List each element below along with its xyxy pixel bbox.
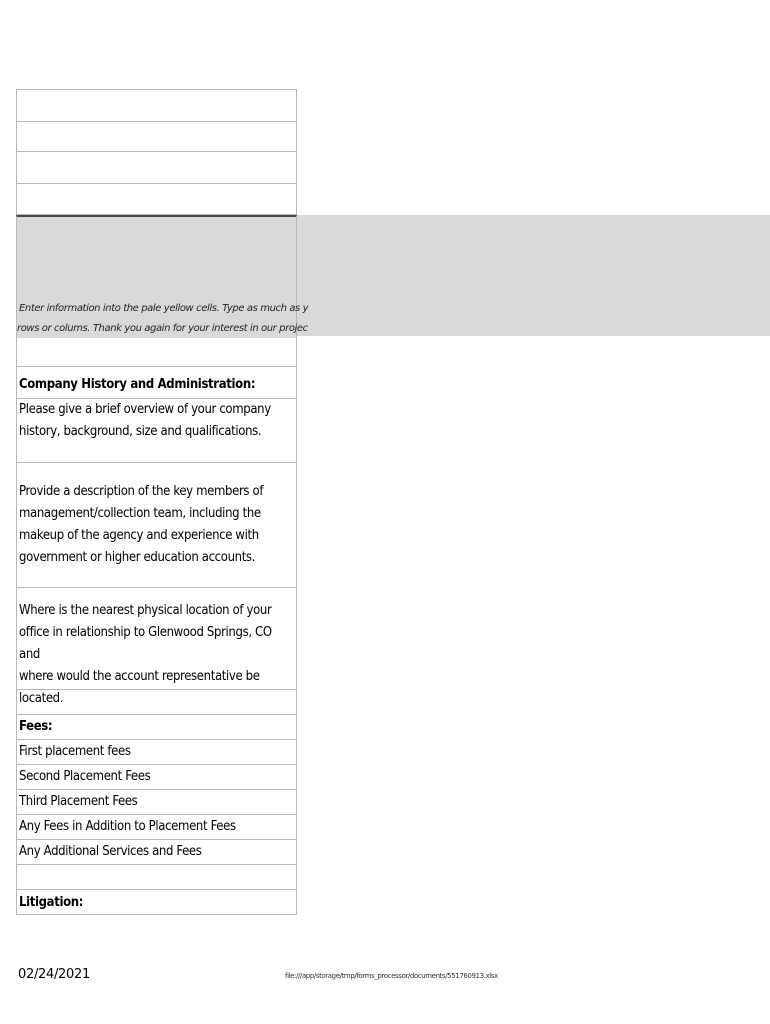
question-label: Please give a brief overview of your company history, background, size and qualifications. (19, 402, 271, 439)
fee-row-additional-services (16, 840, 297, 865)
section-heading-company-history (16, 367, 297, 399)
empty-cell[interactable] (16, 152, 297, 184)
footer-date: 02/24/2021 (18, 967, 90, 982)
fee-row-second-placement (16, 765, 297, 790)
footer-file-path: file:///app/storage/tmp/forms_processor/documents/551760913.xlsx (285, 972, 498, 980)
empty-cell[interactable] (16, 690, 297, 715)
question-company-overview (16, 399, 297, 463)
section-heading-label: Litigation: (19, 895, 84, 910)
fee-row-first-placement (16, 740, 297, 765)
question-label: Where is the nearest physical location of your office in relationship to Glenwood Springs, CO and where would the account representative be located. (19, 603, 272, 706)
empty-cell[interactable] (16, 338, 297, 367)
question-management-team (16, 463, 297, 588)
empty-cell[interactable] (16, 89, 297, 122)
instruction-band-extension (297, 215, 770, 336)
fee-label: Any Fees in Addition to Placement Fees (19, 819, 236, 834)
section-heading-label: Company History and Administration: (19, 377, 256, 392)
fee-row-additional-fees (16, 815, 297, 840)
section-heading-label: Fees: (19, 719, 53, 734)
question-office-location (16, 588, 297, 706)
fee-label: Any Additional Services and Fees (19, 844, 202, 859)
instructions-cell (16, 215, 309, 338)
fee-label: First placement fees (19, 744, 131, 759)
question-label: Provide a description of the key members of management/collection team, including the makeup of the agency and experience with government or higher education accounts. (19, 484, 264, 565)
empty-cell[interactable] (16, 121, 297, 152)
instructions-line-2: rows or colums. Thank you again for your interest in our projec (17, 323, 308, 334)
fee-label: Third Placement Fees (19, 794, 138, 809)
empty-cell[interactable] (16, 184, 297, 215)
empty-cell[interactable] (16, 865, 297, 890)
fee-label: Second Placement Fees (19, 769, 151, 784)
section-heading-litigation (16, 890, 297, 915)
section-heading-fees (16, 715, 297, 740)
instructions-line-1: Enter information into the pale yellow cells. Type as much as y (19, 303, 309, 314)
fee-row-third-placement (16, 790, 297, 815)
